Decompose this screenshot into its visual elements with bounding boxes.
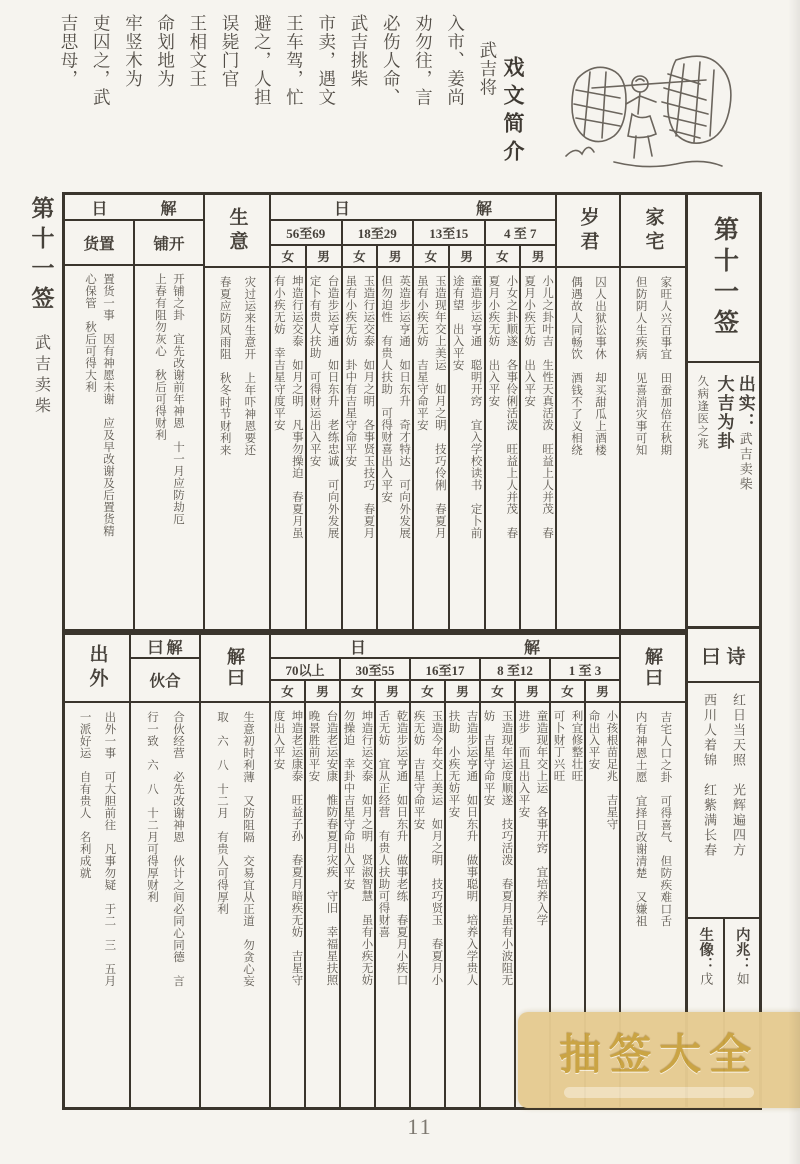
male-header: 男 — [386, 685, 399, 699]
intro-column: 市卖，遇文 — [316, 14, 337, 107]
top-age-section — [269, 195, 555, 629]
intro-column: 牢竖木为 — [123, 14, 144, 88]
text-line: 小女之卦顺遂 各事伶俐活泼 旺益上人并茂 春 — [505, 275, 518, 539]
intro-column: 吏囚之，武 — [91, 14, 112, 107]
poem-line: 红日当天照 光辉遍四方 — [731, 693, 746, 858]
chushi-line — [735, 375, 755, 626]
text-line: 虽有小疾无妨 吉星守命平安 — [415, 275, 428, 431]
text-line: 偶遇故人同畅饮 酒钱不了义相绕 — [570, 276, 582, 456]
text-line: 但防阴人生疾病 见喜消灾事可知 — [634, 276, 647, 456]
male-header: 男 — [460, 250, 473, 264]
explanation-left-column — [199, 635, 269, 1107]
text-line: 生意初时利薄 又防阻隔 交易宜从正道 勿贪心妄 — [242, 711, 254, 987]
ri-char: 日 — [349, 639, 366, 657]
female-header: 女 — [411, 681, 446, 701]
yue-char: 曰 — [701, 646, 721, 668]
female-text — [481, 703, 516, 1107]
text-line: 妨 吉星守命平安 — [482, 710, 495, 806]
text-line: 童造步运亨通 聪明开窍 宜入学校读书 定卜前 — [469, 275, 482, 539]
text-line: 吉宅人口之卦 可得喜气 但防疾难口舌 — [659, 711, 672, 927]
zhihuo-text — [65, 266, 133, 629]
sign-number: 第十一签 — [28, 196, 54, 316]
chuwai-text — [65, 703, 129, 1107]
chushi-label: 出实： — [735, 375, 755, 432]
intro-column: 必伤人命、 — [381, 14, 402, 107]
watermark — [518, 1012, 800, 1108]
text-line: 玉造今年交上美运 如月之明 技巧贤玉 春夏月小 — [430, 710, 443, 986]
sub-headers — [65, 221, 203, 266]
age-range: 13至15 — [414, 221, 484, 246]
text-line: 途有望 出入平安 — [451, 275, 464, 371]
text-line: 乾造步运亨通 如日东升 做事老练 春夏月小疾口 — [395, 710, 408, 986]
sign-name: 武吉卖柴 — [32, 334, 50, 418]
shengxiang-label: 生像： — [697, 927, 714, 972]
yue-char: 曰 — [147, 639, 164, 657]
text-line: 坤造行运交泰 如月之明 贤淑智慧 虽有小疾无妨 — [360, 710, 373, 986]
zhihuo-header: 货置 — [83, 235, 115, 253]
intro-column: 吉思母， — [59, 14, 79, 88]
text-line: 内有神恩土愿 宜择日改谢清楚 又嫌祖 — [634, 711, 647, 927]
age-range: 1 至 3 — [551, 659, 619, 681]
intro-column: 避之，人担 — [252, 14, 273, 107]
text-line: 勿操迫 幸卦中吉星守命出入平安 — [342, 710, 355, 890]
intro-title: 戏文简介 — [501, 56, 525, 168]
text-line: 疾无妨 吉星守命平安 — [412, 710, 425, 830]
male-text — [307, 268, 341, 629]
male-header: 男 — [388, 250, 402, 264]
text-line: 晚景胜前平安 — [307, 710, 320, 782]
top-table — [62, 192, 688, 632]
age-range: 18至29 — [343, 221, 413, 246]
intro-column: 命划地为 — [155, 14, 176, 88]
huohe-header: 伙合 — [149, 673, 181, 690]
jie-char: 解 — [475, 200, 492, 218]
business-column — [203, 195, 269, 629]
female-text — [341, 703, 376, 1107]
female-text — [271, 703, 306, 1107]
male-header: 男 — [526, 685, 539, 699]
shengyi-header: 生意 — [226, 206, 248, 255]
text-line: 开铺之卦 宜先改谢前年神恩 十一月应防劫厄 — [172, 273, 184, 525]
male-text — [306, 703, 339, 1107]
female-header: 女 — [481, 681, 516, 701]
text-line: 进步 而且出入平安 — [517, 710, 530, 818]
text-line: 上春有阻勿灰心 秋后可得财利 — [154, 273, 166, 441]
intro-text — [58, 14, 498, 186]
verdict-cell — [688, 363, 759, 629]
watermark-subtext-bar — [564, 1087, 754, 1098]
shengxiang-value: 戊 — [698, 972, 714, 986]
jie-char: 解 — [166, 639, 183, 657]
poem-body — [688, 683, 759, 919]
jiazhai-header: 家宅 — [642, 206, 664, 255]
male-text — [521, 268, 555, 629]
age-range: 70以上 — [271, 659, 339, 681]
text-line: 出外一事 可大胆前往 凡事勿疑 于二 三 五月 — [103, 711, 116, 987]
male-text — [446, 703, 479, 1107]
neizhao-label: 内兆： — [733, 927, 750, 972]
female-header: 女 — [343, 246, 379, 266]
kaipu-header: 铺开 — [133, 221, 203, 264]
text-line: 英造步运亨通 如日东升 奇才特达 可向外发展 — [398, 275, 411, 539]
text-line: 玉造现年运度顺遂 技巧活泼 春夏月虽有小波阻无 — [500, 710, 513, 986]
text-line: 家旺人兴百事宜 田蚕加倍在秋期 — [659, 276, 672, 456]
intro-column: 误毙门官 — [220, 14, 241, 88]
text-line: 度出入平安 — [272, 710, 285, 770]
intro-column: 劝勿往，言 — [413, 14, 434, 107]
male-text — [450, 268, 484, 629]
text-line: 可卜财丁兴旺 — [552, 710, 565, 782]
age-column — [341, 221, 413, 629]
margin-sign-label — [22, 196, 60, 418]
male-header: 男 — [456, 685, 469, 699]
jieyue-left-text — [201, 703, 269, 1107]
age-range: 16至17 — [411, 659, 479, 681]
suijun-column — [555, 195, 619, 629]
text-line: 有小疾无妨 幸吉星守度平安 — [272, 275, 285, 431]
female-header: 女 — [341, 681, 376, 701]
goods-shop-section — [65, 195, 203, 629]
text-line: 一派好运 自有贵人 名利成就 — [78, 711, 91, 879]
text-line: 玉造现年交上美运 如月之明 技巧伶俐 春夏月 — [433, 275, 446, 539]
female-text — [486, 268, 522, 629]
poem-header — [688, 629, 759, 683]
page-number: 11 — [407, 1114, 433, 1139]
jiazhai-column — [619, 195, 685, 629]
text-line: 童造现年交上运 各事开窍 宜培养入学 — [535, 710, 548, 926]
sign-summary-strip — [685, 192, 762, 1110]
female-header: 女 — [486, 246, 522, 266]
text-line: 置货一事 因有神愿未谢 应及早改谢及后置货精 — [102, 273, 114, 537]
text-line: 取 六 八 十二月 有贵人可得厚利 — [216, 711, 228, 915]
poem-line: 西川人着锦 红紫满长春 — [702, 693, 717, 858]
male-header: 男 — [316, 685, 329, 699]
text-line: 小儿之卦叶吉 生性天真活泼 旺益上人并茂 春 — [541, 275, 554, 539]
jie-char: 解 — [523, 639, 540, 657]
intro-column: 王相文王 — [187, 14, 208, 88]
jieyue-right-header: 解曰 — [643, 647, 663, 689]
text-line: 但勿迫性 有贵人扶助 可得财喜出入平安 — [380, 275, 393, 503]
text-line: 春夏应防风雨阻 秋冬时节财利来 — [218, 276, 231, 456]
female-header: 女 — [551, 681, 586, 701]
watermark-text: 抽签大全 — [558, 1033, 759, 1079]
male-text — [376, 703, 409, 1107]
text-line: 灾过运来生意开 上年吓神恩要还 — [243, 276, 256, 456]
chuwai-header: 出外 — [86, 644, 108, 692]
text-line: 坤造老运康泰 旺益子孙 春夏月暗疾无妨 吉星守 — [290, 710, 303, 986]
ri-char: 日 — [333, 200, 350, 218]
age-column — [271, 221, 341, 629]
text-line: 坤造行运交泰 如月之明 凡事勿操迫 春夏月虽 — [290, 275, 303, 539]
ri-char: 日 — [91, 200, 108, 218]
text-line: 吉造步运亨通 如日东升 做事聪明 培养入学贵人 — [465, 710, 478, 986]
age-column — [484, 221, 556, 629]
female-header: 女 — [414, 246, 450, 266]
kaipu-text — [133, 266, 203, 629]
gua-note: 久病逢医之兆 — [696, 375, 709, 450]
female-text — [411, 703, 446, 1107]
male-text — [378, 268, 412, 629]
text-line: 虽有小疾无妨 卦中有吉星守命平安 — [344, 275, 357, 467]
text-line: 行一致 六 八 十二月可得厚财利 — [146, 711, 158, 903]
text-line: 舌无妨 宜从正经营 有贵人扶助可得财喜 — [377, 710, 390, 938]
text-line: 定卜有贵人扶助 可得财运出入平安 — [308, 275, 321, 467]
travel-column — [65, 635, 129, 1107]
age-column — [412, 221, 484, 629]
jie-yue-header — [131, 635, 199, 659]
woodcutter-illustration — [548, 44, 748, 176]
female-header: 女 — [271, 246, 307, 266]
shengyi-text — [205, 268, 269, 629]
female-text — [414, 268, 450, 629]
age-column — [339, 659, 409, 1107]
jieyue-left-header: 解曰 — [225, 647, 245, 689]
female-text — [271, 268, 307, 629]
partnership-column — [129, 635, 199, 1107]
intro-column: 入市、姜尚 — [445, 14, 466, 107]
female-text — [343, 268, 379, 629]
text-line: 玉造行运交泰 如月之明 各事贤玉技巧 春夏月 — [362, 275, 375, 539]
text-line: 台造老运安康 惟防春夏月灾疾 守旧 幸福星扶照 — [325, 710, 338, 986]
age-range: 30至55 — [341, 659, 409, 681]
text-line: 夏月小疾无妨 出入平安 — [487, 275, 500, 407]
text-line: 合伙经营 必先改谢神恩 伙计之间必同心同德 言 — [172, 711, 184, 987]
jiazhai-text — [621, 268, 685, 629]
chushi-value: 武吉卖柴 — [737, 432, 753, 492]
text-line: 夏月小疾无妨 出入平安 — [523, 275, 536, 407]
intro-column: 武吉挑柴 — [348, 14, 369, 88]
text-line: 台造步运亨通 如日东升 老练忠诚 可向外发展 — [326, 275, 339, 539]
male-header: 男 — [596, 685, 609, 699]
age-column — [271, 659, 339, 1107]
jie-char: 解 — [160, 200, 177, 218]
text-line: 扶助 小疾无妨平安 — [447, 710, 460, 818]
text-line: 命出入平安 — [587, 710, 600, 770]
male-header: 男 — [531, 250, 545, 264]
goods-shop-body — [65, 266, 203, 629]
text-line: 利宜修整壮旺 — [570, 710, 583, 782]
age-range: 56至69 — [271, 221, 341, 246]
age-range: 8 至12 — [481, 659, 549, 681]
text-line: 心保管 秋后可得大利 — [84, 273, 96, 393]
age-column — [409, 659, 479, 1107]
intro-column: 王车驾，忙 — [284, 14, 305, 107]
male-header: 男 — [317, 250, 330, 264]
sign-title: 第十一签 — [710, 216, 738, 340]
age-range: 4 至 7 — [486, 221, 556, 246]
female-header: 女 — [271, 681, 306, 701]
jie-ri-span-header — [271, 195, 555, 221]
text-line: 小孩根苗足兆 吉星守 — [605, 710, 618, 830]
intro-column: 武吉将 — [477, 41, 498, 97]
gua-label: 大吉为卦 — [714, 375, 734, 451]
jie-ri-span-header — [271, 635, 619, 659]
neizhao-value: 如 — [734, 972, 750, 986]
huohe-text — [131, 703, 199, 1107]
jie-ri-header — [65, 195, 203, 221]
suijun-text — [557, 268, 619, 629]
shi-char: 诗 — [726, 646, 746, 668]
suijun-header: 岁君 — [577, 206, 599, 255]
text-line: 囚人出狱讼事休 却买甜瓜上酒楼 — [594, 276, 606, 456]
